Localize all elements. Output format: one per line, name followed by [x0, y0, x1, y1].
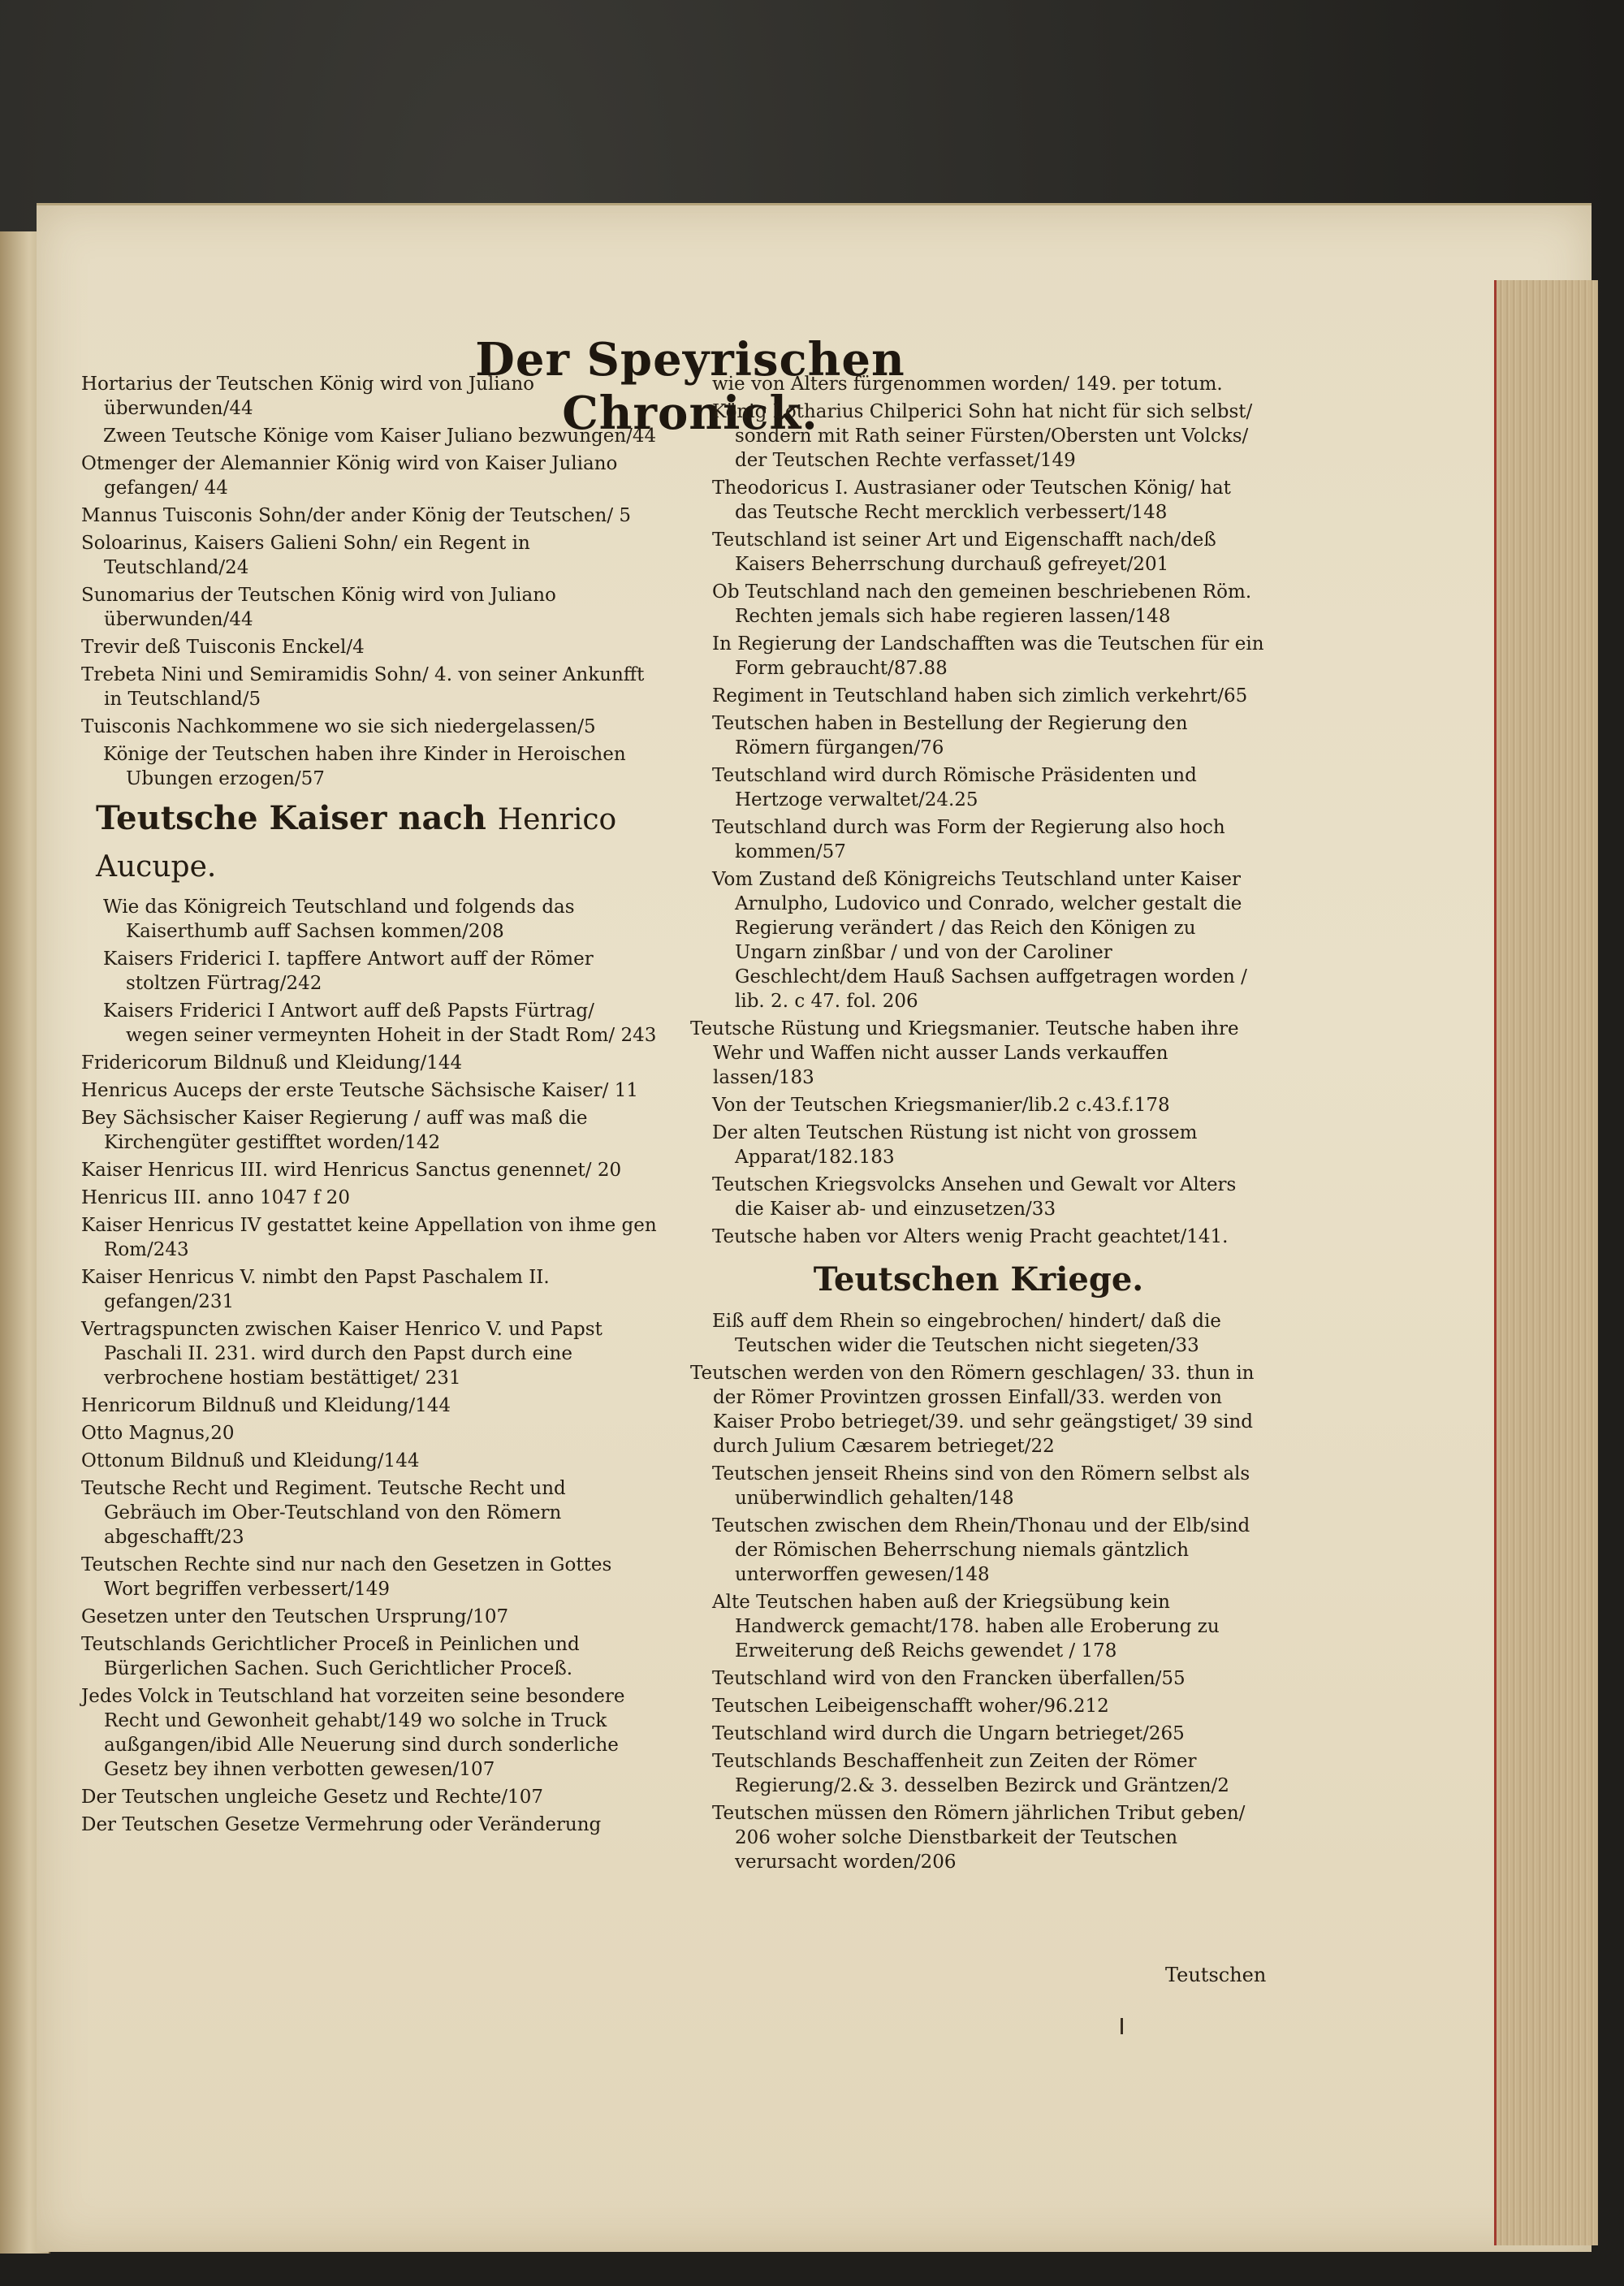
index-entry: Henricus III. anno 1047 f 20: [81, 1187, 350, 1208]
index-entry: Soloarinus, Kaisers Galieni Sohn/ ein Regent in Teutschland/24: [81, 533, 530, 578]
index-entry: Regiment in Teutschland haben sich zimlich verkehrt/65: [712, 685, 1248, 707]
index-entry: Teutschland durch was Form der Regierung also hoch kommen/57: [712, 817, 1225, 862]
index-entry: Kaisers Friderici I Antwort auff deß Papsts Fürtrag/ wegen seiner vermeynten Hoheit in der Stadt Rom/ 243: [103, 1000, 657, 1046]
index-entry: Trevir deß Tuisconis Enckel/4: [81, 637, 365, 658]
index-entry: Könige der Teutschen haben ihre Kinder in Heroischen Ubungen erzogen/57: [103, 744, 626, 789]
left-column: [81, 372, 658, 1840]
index-entry: Vertragspuncten zwischen Kaiser Henrico V. und Papst Paschali II. 231. wird durch den Papst durch eine verbrochene hostiam bestättiget/ 231: [81, 1319, 603, 1389]
index-entry: Teutschen jenseit Rheins sind von den Römern selbst als unüberwindlich gehalten/148: [712, 1463, 1250, 1509]
index-entry: Der alten Teutschen Rüstung ist nicht von grossem Apparat/182.183: [712, 1122, 1198, 1168]
section-heading-kaiser: [96, 796, 658, 890]
index-entry: Wie das Königreich Teutschland und folgends das Kaiserthumb auff Sachsen kommen/208: [103, 897, 575, 942]
index-entry: Kaisers Friderici I. tapffere Antwort auff der Römer stoltzen Fürtrag/242: [103, 949, 594, 994]
index-entry: Teutschen Rechte sind nur nach den Gesetzen in Gottes Wort begriffen verbessert/149: [81, 1554, 612, 1600]
index-entry: Tuisconis Nachkommene wo sie sich niedergelassen/5: [81, 716, 596, 737]
index-entry: Teutsche haben vor Alters wenig Pracht geachtet/141.: [712, 1226, 1229, 1247]
index-entry: Teutschen müssen den Römern jährlichen Tribut geben/ 206 woher solche Dienstbarkeit der Teutschen verursacht worden/206: [712, 1803, 1246, 1873]
index-entry: Kaiser Henricus III. wird Henricus Sanctus genennet/ 20: [81, 1160, 622, 1181]
index-entry: Kaiser Henricus V. nimbt den Papst Paschalem II. gefangen/231: [81, 1267, 550, 1312]
index-entry: Teutschen haben in Bestellung der Regierung den Römern fürgangen/76: [712, 713, 1188, 758]
index-entry: Teutschland wird durch Römische Präsidenten und Hertzoge verwaltet/24.25: [712, 765, 1197, 810]
index-entry: Von der Teutschen Kriegsmanier/lib.2 c.43.f.178: [712, 1095, 1170, 1116]
index-entry: Trebeta Nini und Semiramidis Sohn/ 4. von seiner Ankunfft in Teutschland/5: [81, 664, 645, 710]
index-entry: Ob Teutschland nach den gemeinen beschriebenen Röm. Rechten jemals sich habe regieren lassen/148: [712, 581, 1252, 627]
index-entry: Gesetzen unter den Teutschen Ursprung/107: [81, 1606, 509, 1627]
page-stack-edge: [1494, 280, 1598, 2245]
index-entry: Zween Teutsche Könige vom Kaiser Juliano bezwungen/44: [103, 426, 657, 447]
index-entry: Der Teutschen ungleiche Gesetz und Rechte/107: [81, 1787, 543, 1808]
index-entry: Bey Sächsischer Kaiser Regierung / auff was maß die Kirchengüter gestifftet worden/142: [81, 1108, 588, 1153]
index-entry: Theodoricus I. Austrasianer oder Teutschen König/ hat das Teutsche Recht mercklich verbessert/148: [712, 478, 1231, 523]
index-entry: Hortarius der Teutschen König wird von Juliano überwunden/44: [81, 374, 534, 419]
index-entry: Teutsche Rüstung und Kriegsmanier. Teutsche haben ihre Wehr und Waffen nicht ausser Lands verkauffen lassen/183: [690, 1018, 1239, 1088]
index-entry: Teutschland wird von den Francken überfallen/55: [712, 1668, 1186, 1689]
index-entry: Mannus Tuisconis Sohn/der ander König der Teutschen/ 5: [81, 505, 632, 526]
index-entry: Kaiser Henricus IV gestattet keine Appellation von ihme gen Rom/243: [81, 1215, 657, 1260]
index-entry: Jedes Volck in Teutschland hat vorzeiten seine besondere Recht und Gewonheit gehabt/149 wo solche in Truck außgangen/ibid Alle Neuerung sind durch sonderliche Gesetz bey ihnen verbotten gewesen/107: [81, 1686, 625, 1780]
index-entry: Teutschen werden von den Römern geschlagen/ 33. thun in der Römer Provintzen grossen Einfall/33. werden von Kaiser Probo betrieget/39. und sehr geängstiget/ 39 sind durch Julium Cæsarem betrieget/22: [690, 1363, 1255, 1457]
index-entry: Teutschland ist seiner Art und Eigenschafft nach/deß Kaisers Beherrschung durchauß gefreyet/201: [712, 529, 1216, 575]
index-entry: Alte Teutschen haben auß der Kriegsübung kein Handwerck gemacht/178. haben alle Eroberung zu Erweiterung deß Reichs gewendet / 178: [712, 1592, 1220, 1662]
index-entry: Otto Magnus,20: [81, 1423, 235, 1444]
index-entry: Teutsche Recht und Regiment. Teutsche Recht und Gebräuch im Ober-Teutschland von den Römern abgeschafft/23: [81, 1478, 566, 1548]
section-heading-latin: Henrico Aucupe.: [96, 803, 617, 884]
index-entry: Teutschen Leibeigenschafft woher/96.212: [712, 1696, 1109, 1717]
index-entry: Sunomarius der Teutschen König wird von Juliano überwunden/44: [81, 585, 556, 630]
index-entry: wie von Alters fürgenommen worden/ 149. per totum.: [712, 374, 1223, 395]
index-entry: Teutschlands Gerichtlicher Proceß in Peinlichen und Bürgerlichen Sachen. Such Gerichtlicher Proceß.: [81, 1634, 580, 1679]
index-entry: Otmenger der Alemannier König wird von Kaiser Juliano gefangen/ 44: [81, 453, 618, 499]
page-content: [73, 325, 1275, 2014]
index-entry: König Lotharius Chilperici Sohn hat nicht für sich selbst/ sondern mit Rath seiner Fürsten/Obersten unt Volcks/ der Teutschen Rechte verfasset/149: [712, 401, 1253, 471]
index-entry: Eiß auff dem Rhein so eingebrochen/ hindert/ daß die Teutschen wider die Teutschen nicht siegeten/33: [712, 1311, 1221, 1356]
index-entry: Teutschlands Beschaffenheit zun Zeiten der Römer Regierung/2.& 3. desselben Bezirck und Gräntzen/2: [712, 1751, 1229, 1796]
index-entry: Fridericorum Bildnuß und Kleidung/144: [81, 1052, 463, 1074]
right-column: [690, 372, 1267, 1878]
index-entry: Vom Zustand deß Königreichs Teutschland unter Kaiser Arnulpho, Ludovico und Conrado, welcher gestalt die Regierung verändert / das Reich den Königen zu Ungarn zinßbar / und von der Caroliner Geschlecht/dem Hauß Sachsen auffgetragen worden / lib. 2. c 47. fol. 206: [712, 869, 1247, 1012]
index-entry: Der Teutschen Gesetze Vermehrung oder Veränderung: [81, 1814, 602, 1835]
index-entry: Henricorum Bildnuß und Kleidung/144: [81, 1395, 451, 1416]
index-entry: In Regierung der Landschafften was die Teutschen für ein Form gebraucht/87.88: [712, 633, 1264, 679]
index-entry: Ottonum Bildnuß und Kleidung/144: [81, 1450, 420, 1471]
index-entry: Henricus Auceps der erste Teutsche Sächsische Kaiser/ 11: [81, 1080, 638, 1101]
section-heading-fraktur: Teutsche Kaiser nach: [96, 799, 486, 837]
catchword: Teutschen: [1165, 1964, 1267, 1986]
index-entry: Teutschland wird durch die Ungarn betrieget/265: [712, 1723, 1185, 1744]
index-entry: Teutschen Kriegsvolcks Ansehen und Gewalt vor Alters die Kaiser ab- und einzusetzen/33: [712, 1174, 1237, 1220]
section-heading-kriege: Teutschen Kriege.: [813, 1260, 1144, 1299]
index-entry: Teutschen zwischen dem Rhein/Thonau und der Elb/sind der Römischen Beherrschung niemals gäntzlich unterworffen gewesen/148: [712, 1515, 1250, 1585]
signature-mark: [1121, 2018, 1123, 2034]
running-title: Der Speyrischen Chronick.: [475, 333, 905, 440]
